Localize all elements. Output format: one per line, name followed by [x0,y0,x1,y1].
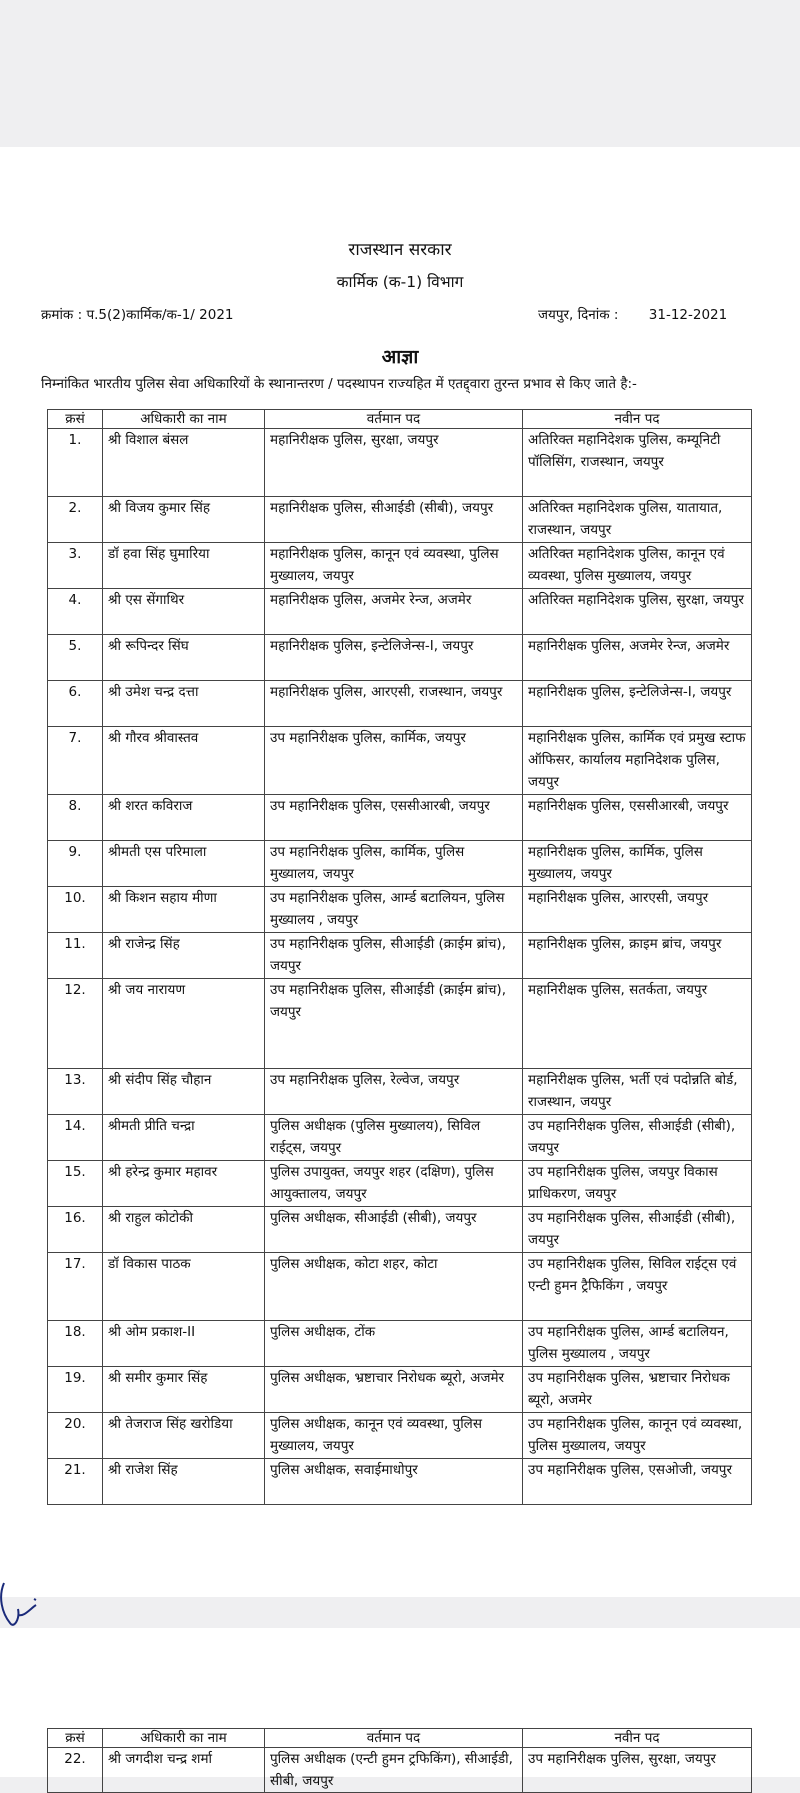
current-post-cell: पुलिस अधीक्षक, कोटा शहर, कोटा [265,1253,523,1321]
officer-name-cell: श्री हरेन्द्र कुमार महावर [103,1161,265,1207]
date-line [538,305,727,323]
new-post-cell: अतिरिक्त महानिदेशक पुलिस, कानून एवं व्यवस्था, पुलिस मुख्यालय, जयपुर [523,543,752,589]
serial-number-cell: 8. [48,795,103,841]
serial-number-cell: 11. [48,933,103,979]
serial-number-cell: 10. [48,887,103,933]
transfer-table [47,409,752,1505]
officer-name-cell: डॉ विकास पाठक [103,1253,265,1321]
officer-name-cell: श्री तेजराज सिंह खरोडिया [103,1413,265,1459]
officer-name-cell: श्री गौरव श्रीवास्तव [103,727,265,795]
officer-name-cell: श्री उमेश चन्द्र दत्ता [103,681,265,727]
order-date: 31-12-2021 [648,307,728,323]
department-heading: कार्मिक (क-1) विभाग [336,273,464,291]
column-header-new-post: नवीन पद [523,410,752,429]
column-header-name: अधिकारी का नाम [103,1729,265,1748]
serial-number-cell: 7. [48,727,103,795]
current-post-cell: उप महानिरीक्षक पुलिस, कार्मिक, पुलिस मुख्यालय, जयपुर [265,841,523,887]
document-page-1 [0,147,800,1597]
serial-number-cell: 9. [48,841,103,887]
new-post-cell: अतिरिक्त महानिदेशक पुलिस, सुरक्षा, जयपुर [523,589,752,635]
serial-number-cell: 21. [48,1459,103,1505]
current-post-cell: उप महानिरीक्षक पुलिस, सीआईडी (क्राईम ब्रांच), जयपुर [265,933,523,979]
new-post-cell: महानिरीक्षक पुलिस, सतर्कता, जयपुर [523,979,752,1069]
current-post-cell: महानिरीक्षक पुलिस, कानून एवं व्यवस्था, पुलिस मुख्यालय, जयपुर [265,543,523,589]
reference-line [41,305,234,323]
order-intro: निम्नांकित भारतीय पुलिस सेवा अधिकारियों के स्थानान्तरण / पदस्थापन राज्यहित में एतद्द्वारा तुरन्त प्रभाव से किए जाते है:- [41,376,637,392]
serial-number-cell: 18. [48,1321,103,1367]
column-header-new-post: नवीन पद [523,1729,752,1748]
serial-number-cell: 1. [48,429,103,497]
new-post-cell: महानिरीक्षक पुलिस, इन्टेलिजेन्स-I, जयपुर [523,681,752,727]
current-post-cell: पुलिस अधीक्षक (एन्टी हुमन ट्रफिकिंग), सीआईडी, सीबी, जयपुर [265,1748,523,1793]
officer-name-cell: डॉ हवा सिंह घुमारिया [103,543,265,589]
current-post-cell: महानिरीक्षक पुलिस, अजमेर रेन्ज, अजमेर [265,589,523,635]
current-post-cell: उप महानिरीक्षक पुलिस, सीआईडी (क्राईम ब्रांच), जयपुर [265,979,523,1069]
new-post-cell: महानिरीक्षक पुलिस, आरएसी, जयपुर [523,887,752,933]
column-header-name: अधिकारी का नाम [103,410,265,429]
table-row [48,1321,752,1367]
table-row [48,1069,752,1115]
current-post-cell: उप महानिरीक्षक पुलिस, कार्मिक, जयपुर [265,727,523,795]
column-header-sn: क्रसं [48,410,103,429]
new-post-cell: महानिरीक्षक पुलिस, एससीआरबी, जयपुर [523,795,752,841]
serial-number-cell: 22. [48,1748,103,1793]
current-post-cell: उप महानिरीक्षक पुलिस, रेल्वेज, जयपुर [265,1069,523,1115]
new-post-cell: महानिरीक्षक पुलिस, अजमेर रेन्ज, अजमेर [523,635,752,681]
current-post-cell: पुलिस अधीक्षक, सीआईडी (सीबी), जयपुर [265,1207,523,1253]
officer-name-cell: श्री किशन सहाय मीणा [103,887,265,933]
column-header-current-post: वर्तमान पद [265,1729,523,1748]
table-row [48,1207,752,1253]
current-post-cell: महानिरीक्षक पुलिस, सुरक्षा, जयपुर [265,429,523,497]
table-row [48,1413,752,1459]
officer-name-cell: श्री एस सेंगाथिर [103,589,265,635]
current-post-cell: पुलिस अधीक्षक, कानून एवं व्यवस्था, पुलिस मुख्यालय, जयपुर [265,1413,523,1459]
officer-name-cell: श्री समीर कुमार सिंह [103,1367,265,1413]
serial-number-cell: 4. [48,589,103,635]
officer-name-cell: श्री संदीप सिंह चौहान [103,1069,265,1115]
table-row [48,589,752,635]
serial-number-cell: 14. [48,1115,103,1161]
officer-name-cell: श्री विशाल बंसल [103,429,265,497]
serial-number-cell: 17. [48,1253,103,1321]
new-post-cell: उप महानिरीक्षक पुलिस, एसओजी, जयपुर [523,1459,752,1505]
table-row [48,429,752,497]
officer-name-cell: श्री राहुल कोटोकी [103,1207,265,1253]
table-row [48,635,752,681]
new-post-cell: उप महानिरीक्षक पुलिस, सिविल राईट्स एवं एन्टी हुमन ट्रैफिकिंग , जयपुर [523,1253,752,1321]
new-post-cell: उप महानिरीक्षक पुलिस, आर्म्ड बटालियन, पुलिस मुख्यालय , जयपुर [523,1321,752,1367]
table-header-row [48,410,752,429]
new-post-cell: उप महानिरीक्षक पुलिस, कानून एवं व्यवस्था, पुलिस मुख्यालय, जयपुर [523,1413,752,1459]
government-heading: राजस्थान सरकार [348,240,452,260]
officer-name-cell: श्री राजेश सिंह [103,1459,265,1505]
officer-name-cell: श्री शरत कविराज [103,795,265,841]
serial-number-cell: 20. [48,1413,103,1459]
table-row [48,1459,752,1505]
current-post-cell: पुलिस अधीक्षक (पुलिस मुख्यालय), सिविल राईट्स, जयपुर [265,1115,523,1161]
document-page-2 [0,1628,800,1789]
column-header-sn: क्रसं [48,1729,103,1748]
column-header-current-post: वर्तमान पद [265,410,523,429]
new-post-cell: अतिरिक्त महानिदेशक पुलिस, कम्यूनिटी पॉलिसिंग, राजस्थान, जयपुर [523,429,752,497]
transfer-table-continued [47,1728,752,1793]
current-post-cell: महानिरीक्षक पुलिस, आरएसी, राजस्थान, जयपुर [265,681,523,727]
signature-mark [0,1579,42,1633]
new-post-cell: महानिरीक्षक पुलिस, कार्मिक, पुलिस मुख्यालय, जयपुर [523,841,752,887]
officer-name-cell: श्री जय नारायण [103,979,265,1069]
current-post-cell: महानिरीक्षक पुलिस, इन्टेलिजेन्स-I, जयपुर [265,635,523,681]
current-post-cell: पुलिस उपायुक्त, जयपुर शहर (दक्षिण), पुलिस आयुक्तालय, जयपुर [265,1161,523,1207]
new-post-cell: महानिरीक्षक पुलिस, कार्मिक एवं प्रमुख स्टाफ ऑफिसर, कार्यालय महानिदेशक पुलिस, जयपुर [523,727,752,795]
table-row [48,1161,752,1207]
table-row [48,497,752,543]
serial-number-cell: 19. [48,1367,103,1413]
new-post-cell: उप महानिरीक्षक पुलिस, सीआईडी (सीबी), जयपुर [523,1115,752,1161]
new-post-cell: उप महानिरीक्षक पुलिस, भ्रष्टाचार निरोधक ब्यूरो, अजमेर [523,1367,752,1413]
new-post-cell: उप महानिरीक्षक पुलिस, सुरक्षा, जयपुर [523,1748,752,1793]
officer-name-cell: श्री जगदीश चन्द्र शर्मा [103,1748,265,1793]
table-row [48,887,752,933]
table-row [48,841,752,887]
current-post-cell: महानिरीक्षक पुलिस, सीआईडी (सीबी), जयपुर [265,497,523,543]
reference-number: प.5(2)कार्मिक/क-1/ 2021 [86,307,234,323]
serial-number-cell: 3. [48,543,103,589]
serial-number-cell: 12. [48,979,103,1069]
table-row [48,727,752,795]
officer-name-cell: श्रीमती प्रीति चन्द्रा [103,1115,265,1161]
table-row [48,1367,752,1413]
current-post-cell: पुलिस अधीक्षक, सवाईमाधोपुर [265,1459,523,1505]
serial-number-cell: 15. [48,1161,103,1207]
current-post-cell: पुलिस अधीक्षक, टोंक [265,1321,523,1367]
serial-number-cell: 5. [48,635,103,681]
serial-number-cell: 2. [48,497,103,543]
current-post-cell: पुलिस अधीक्षक, भ्रष्टाचार निरोधक ब्यूरो, अजमेर [265,1367,523,1413]
new-post-cell: अतिरिक्त महानिदेशक पुलिस, यातायात, राजस्थान, जयपुर [523,497,752,543]
officer-name-cell: श्रीमती एस परिमाला [103,841,265,887]
new-post-cell: महानिरीक्षक पुलिस, क्राइम ब्रांच, जयपुर [523,933,752,979]
table-row [48,1253,752,1321]
new-post-cell: उप महानिरीक्षक पुलिस, सीआईडी (सीबी), जयपुर [523,1207,752,1253]
table-row [48,1748,752,1793]
table-row [48,933,752,979]
table-row [48,795,752,841]
new-post-cell: महानिरीक्षक पुलिस, भर्ती एवं पदोन्नति बोर्ड, राजस्थान, जयपुर [523,1069,752,1115]
serial-number-cell: 16. [48,1207,103,1253]
table-row [48,681,752,727]
table-row [48,1115,752,1161]
table-header-row [48,1729,752,1748]
table-row [48,543,752,589]
officer-name-cell: श्री विजय कुमार सिंह [103,497,265,543]
table-row [48,979,752,1069]
order-title: आज्ञा [381,346,419,368]
current-post-cell: उप महानिरीक्षक पुलिस, एससीआरबी, जयपुर [265,795,523,841]
serial-number-cell: 6. [48,681,103,727]
officer-name-cell: श्री रूपिन्दर सिंघ [103,635,265,681]
officer-name-cell: श्री राजेन्द्र सिंह [103,933,265,979]
officer-name-cell: श्री ओम प्रकाश-II [103,1321,265,1367]
current-post-cell: उप महानिरीक्षक पुलिस, आर्म्ड बटालियन, पुलिस मुख्यालय , जयपुर [265,887,523,933]
new-post-cell: उप महानिरीक्षक पुलिस, जयपुर विकास प्राधिकरण, जयपुर [523,1161,752,1207]
reference-label: क्रमांक : [41,307,83,323]
serial-number-cell: 13. [48,1069,103,1115]
place-date-label: जयपुर, दिनांक : [538,307,619,323]
